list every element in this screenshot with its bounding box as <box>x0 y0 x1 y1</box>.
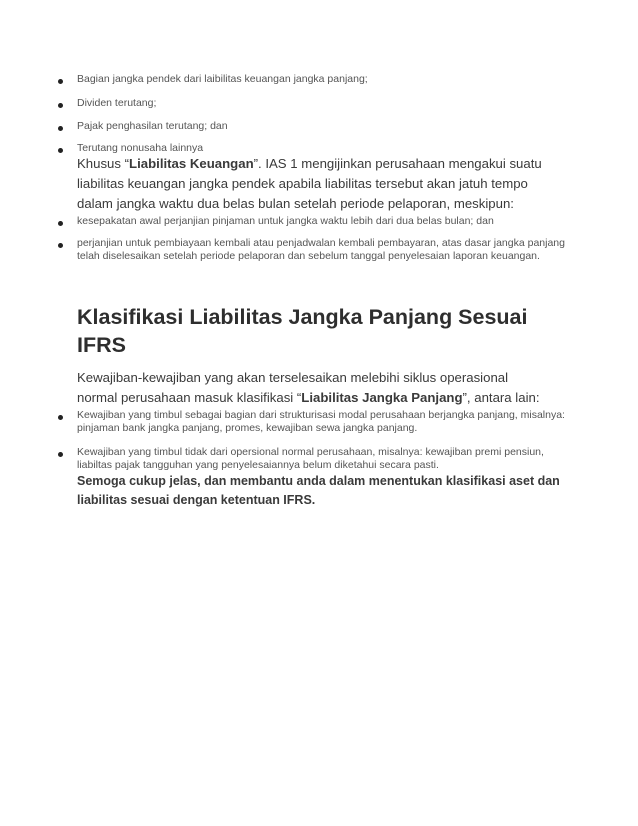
paragraph-text: Khusus “ <box>77 156 130 171</box>
bullet-icon <box>58 243 63 248</box>
bullet-icon <box>58 79 63 84</box>
paragraph-financial-liabilities <box>77 154 547 214</box>
bullet-icon <box>58 126 63 131</box>
bullet-icon <box>58 221 63 226</box>
list-item-text: Dividen terutang; <box>77 97 157 109</box>
bullet-icon <box>58 415 63 420</box>
bullet-icon <box>58 452 63 457</box>
paragraph-text: ”. IAS 1 mengijinkan perusahaan mengakui suatu liabilitas keuangan jangka pendek apabila liabilitas tersebut akan jatuh tempo dalam jangka waktu dua belas bulan setelah periode pelaporan, meskipun: <box>77 156 542 211</box>
list-item-text: Kewajiban yang timbul sebagai bagian dari strukturisasi modal perusahaan berjangka panjang, misalnya: pinjaman bank jangka panjang, promes, kewajiban sewa jangka panjang. <box>77 409 565 434</box>
list-item-text: Bagian jangka pendek dari laibilitas keuangan jangka panjang; <box>77 73 368 85</box>
list-item-text: Pajak penghasilan terutang; dan <box>77 120 228 132</box>
list-item-text: kesepakatan awal perjanjian pinjaman untuk jangka waktu lebih dari dua belas bulan; dan <box>77 215 494 227</box>
paragraph-text: Kewajiban-kewajiban yang akan terselesaikan melebihi siklus operasional normal perusahaan masuk klasifikasi “ <box>77 370 509 405</box>
bullet-icon <box>58 103 63 108</box>
bold-term: Liabilitas Jangka Panjang <box>301 390 463 405</box>
list-item-text: perjanjian untuk pembiayaan kembali atau penjadwalan kembali pembayaran, atas dasar jangka panjang telah diselesaikan setelah periode pelaporan dan sebelum tanggal penyelesaian laporan keuangan. <box>77 237 565 262</box>
closing-statement: Semoga cukup jelas, dan membantu anda dalam menentukan klasifikasi aset dan liabilitas sesuai dengan ketentuan IFRS. <box>77 474 560 507</box>
bold-term: Liabilitas Keuangan <box>129 156 254 171</box>
list-item-text: Terutang nonusaha lainnya <box>77 142 204 154</box>
bullet-icon <box>58 148 63 153</box>
section-heading: Klasifikasi Liabilitas Jangka Panjang Sesuai IFRS <box>77 305 528 357</box>
paragraph-text: ”, antara lain: <box>462 390 540 405</box>
paragraph-long-term-liabilities <box>77 368 547 408</box>
list-item-text: Kewajiban yang timbul tidak dari opersional normal perusahaan, misalnya: kewajiban premi pensiun, liabiltas pajak tangguhan yang penyelesaiannya belum diketahui secara pasti. <box>77 446 544 471</box>
